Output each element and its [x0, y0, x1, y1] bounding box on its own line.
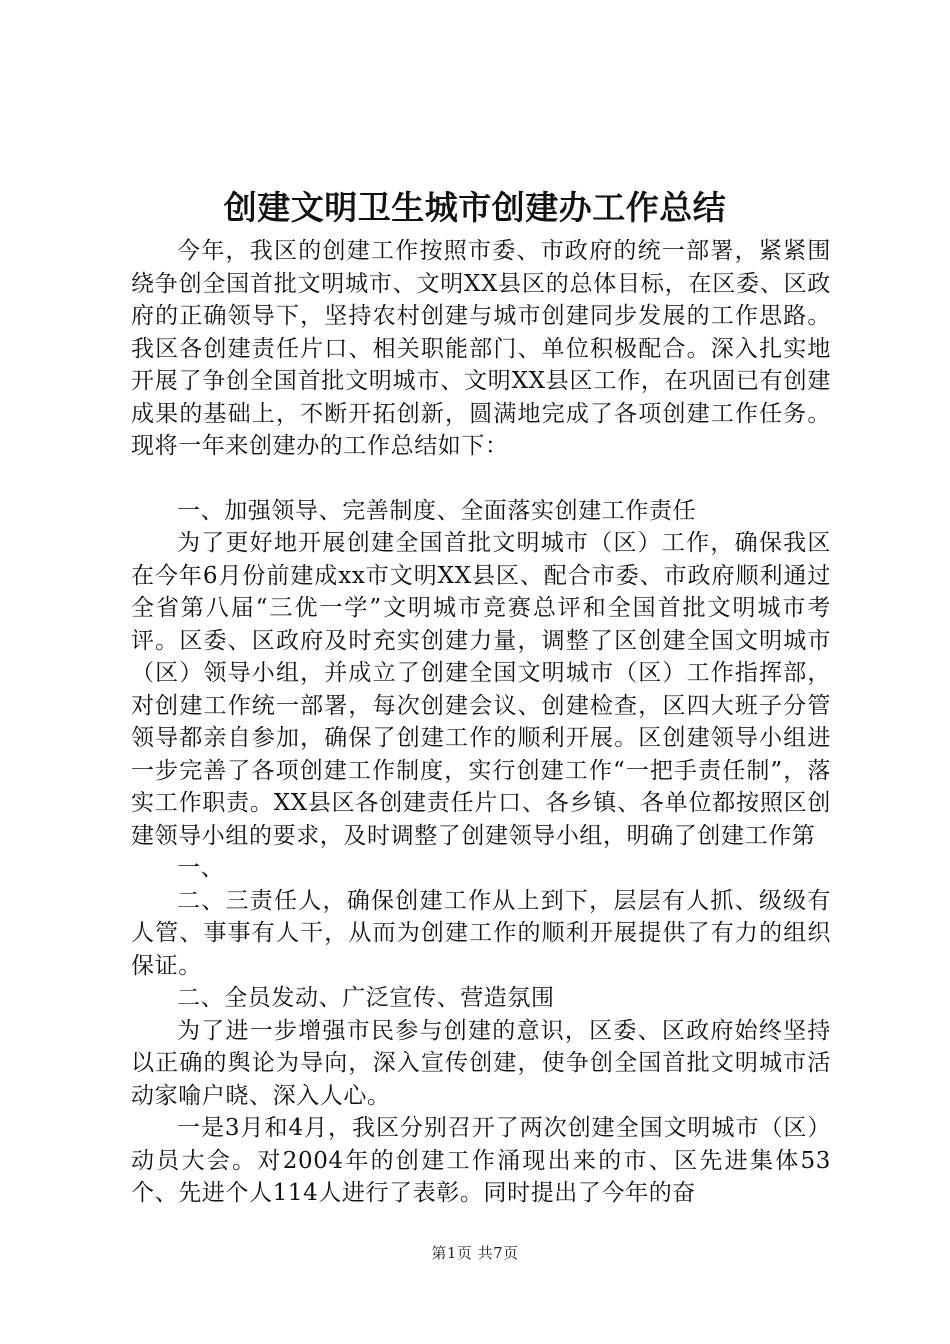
page-number-footer: 第1页 共7页	[431, 1244, 519, 1262]
document-title: 创建文明卫生城市创建办工作总结	[223, 188, 727, 227]
numbering-fragment: 一、	[177, 855, 225, 881]
section-2-item-1: 一是3月和4月，我区分别召开了两次创建全国文明城市（区）动员大会。对2004年的创建工作涌现出来的市、区先进集体53个、先进个人114人进行了表彰。同时提出了今年的奋	[131, 1115, 831, 1206]
section-1-paragraph: 为了更好地开展创建全国首批文明城市（区）工作，确保我区在今年6月份前建成xx市文明XX县区、配合市委、市政府顺利通过全省第八届“三优一学”文明城市竞赛总评和全国首批文明城市考评。区委、区政府及时充实创建力量，调整了区创建全国文明城市（区）领导小组，并成立了创建全国文明城市（区）工作指挥部，对创建工作统一部署，每次创建会议、创建检查，区四大班子分管领导都亲自参加，确保了创建工作的顺利开展。区创建领导小组进一步完善了各项创建工作制度，实行创建工作“一把手责任制”，落实工作职责。XX县区各创建责任片口、各乡镇、各单位都按照区创建领导小组的要求，及时调整了创建领导小组，明确了创建工作第	[131, 530, 831, 849]
section-heading-2: 二、全员发动、广泛宣传、营造氛围	[177, 985, 555, 1011]
section-1-continuation: 二、三责任人，确保创建工作从上到下，层层有人抓、级级有人管、事事有人干，从而为创建工作的顺利开展提供了有力的组织保证。	[131, 887, 831, 979]
section-heading-1: 一、加强领导、完善制度、全面落实创建工作责任	[177, 497, 697, 524]
intro-paragraph: 今年，我区的创建工作按照市委、市政府的统一部署，紧紧围绕争创全国首批文明城市、文明XX县区的总体目标，在区委、区政府的正确领导下，坚持农村创建与城市创建同步发展的工作思路。我区各创建责任片口、相关职能部门、单位积极配合。深入扎实地开展了争创全国首批文明城市、文明XX县区工作，在巩固已有创建成果的基础上，不断开拓创新，圆满地完成了各项创建工作任务。现将一年来创建办的工作总结如下：	[131, 238, 831, 459]
document-body	[131, 235, 831, 1210]
section-2-paragraph: 为了进一步增强市民参与创建的意识，区委、区政府始终坚持以正确的舆论为导向，深入宣传创建，使争创全国首批文明城市活动家喻户晓、深入人心。	[131, 1017, 831, 1109]
paragraph-spacer	[131, 463, 831, 495]
